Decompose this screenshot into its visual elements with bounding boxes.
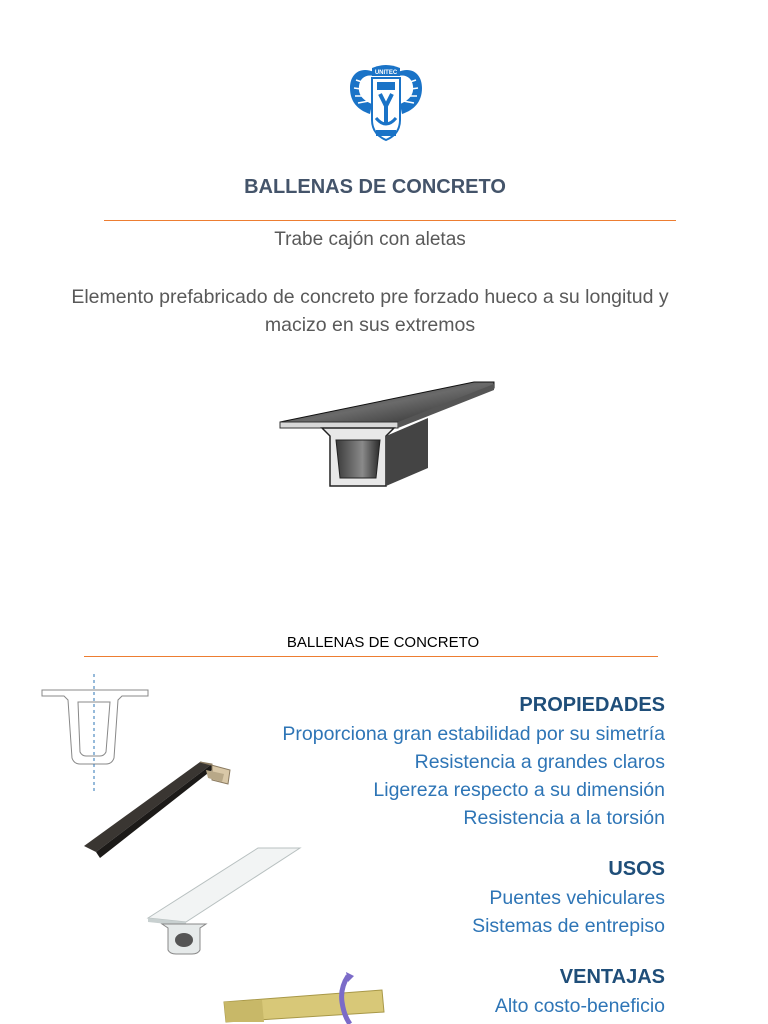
properties-heading: PROPIEDADES — [519, 694, 665, 716]
advantage-item: Alto costo-beneficio — [494, 995, 665, 1017]
property-item: Resistencia a grandes claros — [414, 751, 665, 773]
property-item: Ligereza respecto a su dimensión — [373, 779, 665, 801]
slide1-subtitle: Trabe cajón con aletas — [274, 229, 466, 250]
slide1-description: Elemento prefabricado de concreto pre forzado hueco a su longitud y macizo en sus extremos — [71, 286, 669, 336]
property-item: Proporciona gran estabilidad por su simetría — [282, 723, 665, 745]
slide2-divider — [84, 656, 658, 657]
use-item: Puentes vehiculares — [489, 887, 665, 909]
slide1-divider — [104, 220, 676, 221]
property-item: Resistencia a la torsión — [463, 807, 665, 829]
slide1-title: BALLENAS DE CONCRETO — [244, 176, 506, 198]
advantages-heading: VENTAJAS — [559, 966, 665, 988]
uses-heading: USOS — [608, 858, 665, 880]
box-girder-illustration — [278, 378, 498, 490]
properties-panel — [205, 690, 665, 1020]
svg-text:UNITEC: UNITEC — [374, 70, 398, 76]
use-item: Sistemas de entrepiso — [472, 915, 665, 937]
slide2-title: BALLENAS DE CONCRETO — [286, 634, 480, 651]
unitec-logo — [346, 58, 426, 144]
